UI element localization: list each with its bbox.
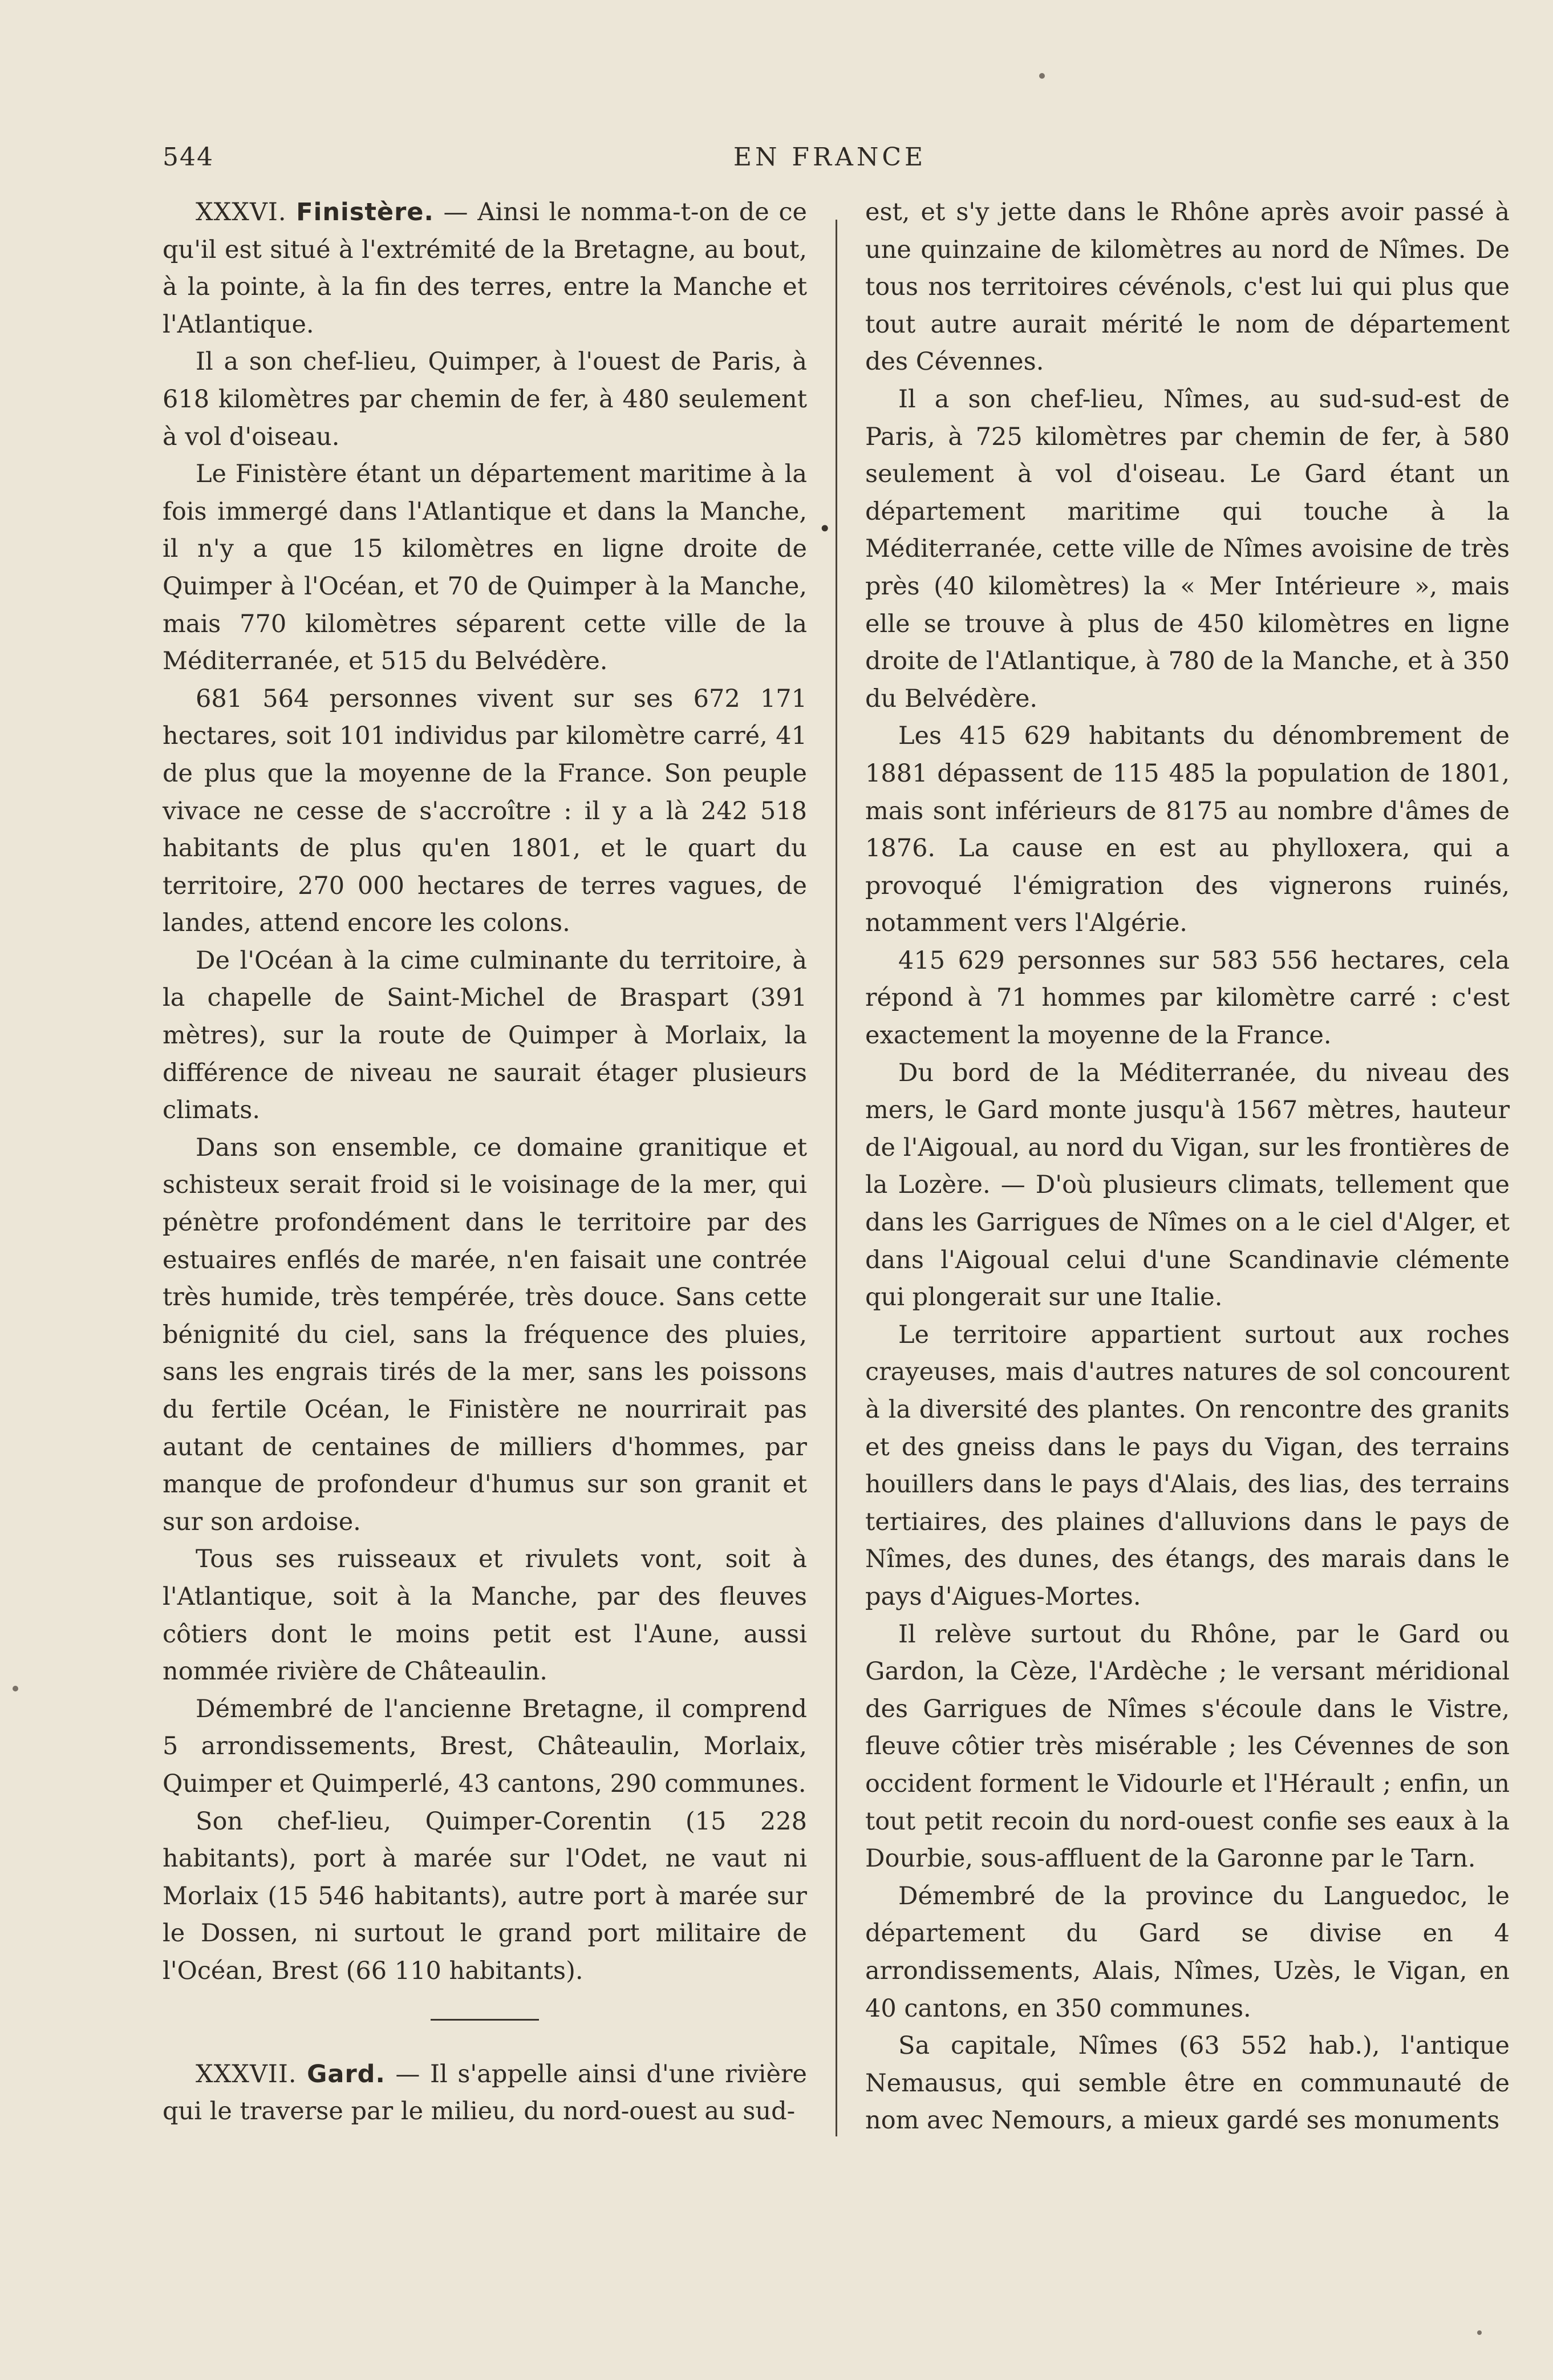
paragraph: Le territoire appartient surtout aux roches crayeuses, mais d'autres natures de sol concourent à la diversité des plantes. On rencontre des granits et des gneiss dans le pays du Vigan, des terrains houillers dans le pays d'Alais, des lias, des terrains tertiaires, des plaines d'alluvions dans le pays de Nîmes, des dunes, des étangs, des marais dans le pays d'Aigues-Mortes. [865, 1320, 1510, 1611]
paragraph: Tous ses ruisseaux et rivulets vont, soit à l'Atlantique, soit à la Manche, par des fleuves côtiers dont le moins petit est l'Aune, aussi nommée rivière de Châteaulin. [163, 1545, 807, 1686]
paragraph: Le Finistère étant un département maritime à la fois immergé dans l'Atlantique et dans la Manche, il n'y a que 15 kilomètres en ligne droite de Quimper à l'Océan, et 70 de Quimper à la Manche, mais 770 kilomètres séparent cette ville de la Méditerranée, et 515 du Belvédère. [163, 460, 807, 676]
paragraph: Dans son ensemble, ce domaine granitique et schisteux serait froid si le voisinage de la mer, qui pénètre profondément dans le territoire par des estuaires enflés de marée, n'en faisait une contrée très humide, très tempérée, très douce. Sans cette bénignité du ciel, sans la fréquence des pluies, sans les engrais tirés de la mer, sans les poissons du fertile Océan, le Finistère ne nourrirait pas autant de centaines de milliers d'hommes, par manque de profondeur d'humus sur son granit et sur son ardoise. [163, 1133, 807, 1536]
margin-bullet: • [818, 516, 832, 541]
paper-speck [13, 1686, 18, 1691]
paragraph-text: — Ainsi le nomma-t-on de ce qu'il est situé à l'extrémité de la Bretagne, au bout, à la pointe, à la fin des terres, entre la Manche et l'Atlantique. [163, 198, 807, 339]
column-rule [836, 220, 837, 2136]
paragraph: De l'Océan à la cime culminante du territoire, à la chapelle de Saint-Michel de Braspart (391 mètres), sur la route de Quimper à Morlaix, la différence de niveau ne saurait étager plusieurs climats. [163, 946, 807, 1125]
section-separator [431, 2019, 539, 2021]
paragraph: Les 415 629 habitants du dénombrement de 1881 dépassent de 115 485 la population de 1801, mais sont inférieurs de 8175 au nombre d'âmes de 1876. La cause en est au phylloxera, qui a provoqué l'émigration des vignerons ruinés, notamment vers l'Algérie. [865, 722, 1510, 938]
running-title: EN FRANCE [733, 143, 927, 172]
right-column [865, 194, 1510, 2140]
paragraph: 681 564 personnes vivent sur ses 672 171 hectares, soit 101 individus par kilomètre carré, 41 de plus que la moyenne de la France. Son peuple vivace ne cesse de s'accroître : il y a là 242 518 habitants de plus qu'en 1801, et le quart du territoire, 270 000 hectares de terres vagues, de landes, attend encore les colons. [163, 684, 807, 938]
running-head [163, 143, 1497, 183]
section-numeral: XXXVII. [196, 2059, 297, 2088]
finistere-intro [163, 194, 807, 343]
paragraph-continued: est, et s'y jette dans le Rhône après avoir passé à une quinzaine de kilomètres au nord de Nîmes. De tous nos territoires cévénols, c'est lui qui plus que tout autre aurait mérité le nom de département des Cévennes. [865, 198, 1510, 377]
gard-intro [163, 2056, 807, 2131]
paragraph: Démembré de l'ancienne Bretagne, il comprend 5 arrondissements, Brest, Châteaulin, Morlaix, Quimper et Quimperlé, 43 cantons, 290 communes. [163, 1694, 807, 1798]
paper-speck [1039, 73, 1045, 79]
paragraph: Il a son chef-lieu, Quimper, à l'ouest de Paris, à 618 kilomètres par chemin de fer, à 480 seulement à vol d'oiseau. [163, 347, 807, 451]
paragraph: Il relève surtout du Rhône, par le Gard ou Gardon, la Cèze, l'Ardèche ; le versant méridional des Garrigues de Nîmes s'écoule dans le Vistre, fleuve côtier très misérable ; les Cévennes de son occident forment le Vidourle et l'Hérault ; enfin, un tout petit recoin du nord-ouest confie ses eaux à la Dourbie, sous-affluent de la Garonne par le Tarn. [865, 1620, 1510, 1873]
paragraph-text: — Il s'appelle ainsi d'une rivière qui le traverse par le milieu, du nord-ouest au sud- [163, 2059, 807, 2126]
paper-speck [1477, 2330, 1482, 2335]
paragraph: Démembré de la province du Languedoc, le département du Gard se divise en 4 arrondissements, Alais, Nîmes, Uzès, le Vigan, en 40 cantons, en 350 communes. [865, 1881, 1510, 2023]
paragraph: Du bord de la Méditerranée, du niveau des mers, le Gard monte jusqu'à 1567 mètres, hauteur de l'Aigoual, au nord du Vigan, sur les frontières de la Lozère. — D'où plusieurs climats, tellement que dans les Garrigues de Nîmes on a le ciel d'Alger, et dans l'Aigoual celui d'une Scandinavie clémente qui plongerait sur une Italie. [865, 1058, 1510, 1312]
paragraph: 415 629 personnes sur 583 556 hectares, cela répond à 71 hommes par kilomètre carré : c'est exactement la moyenne de la France. [865, 946, 1510, 1050]
section-numeral: XXXVI. [196, 198, 287, 226]
left-column [163, 194, 807, 2131]
paragraph: Sa capitale, Nîmes (63 552 hab.), l'antique Nemausus, qui semble être en communauté de nom avec Nemours, a mieux gardé ses monuments [865, 2031, 1510, 2135]
paragraph: Il a son chef-lieu, Nîmes, au sud-sud-est de Paris, à 725 kilomètres par chemin de fer, à 580 seulement à vol d'oiseau. Le Gard étant un département maritime qui touche à la Méditerranée, cette ville de Nîmes avoisine de très près (40 kilomètres) la « Mer Intérieure », mais elle se trouve à plus de 450 kilomètres en ligne droite de l'Atlantique, à 780 de la Manche, et à 350 du Belvédère. [865, 384, 1510, 713]
page-number: 544 [163, 143, 214, 172]
paragraph: Son chef-lieu, Quimper-Corentin (15 228 habitants), port à marée sur l'Odet, ne vaut ni Morlaix (15 546 habitants), autre port à marée sur le Dossen, ni surtout le grand port militaire de l'Océan, Brest (66 110 habitants). [163, 1807, 807, 1985]
section-heading-finistere: Finistère. [296, 198, 434, 226]
section-heading-gard: Gard. [307, 2059, 386, 2088]
